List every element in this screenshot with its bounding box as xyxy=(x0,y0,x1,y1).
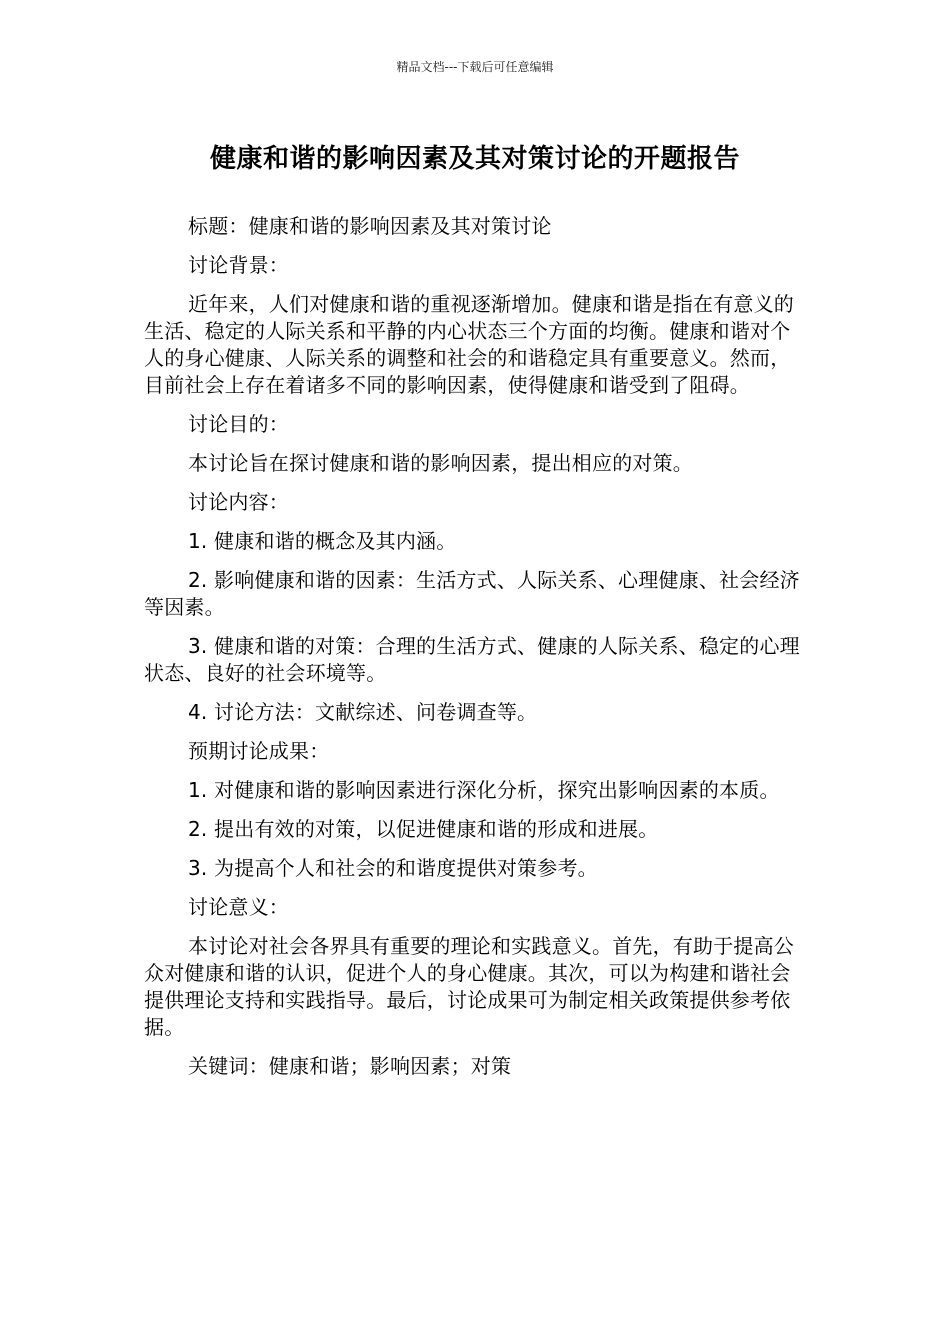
paragraph-significance: 本讨论对社会各界具有重要的理论和实践意义。首先，有助于提高公众对健康和谐的认识，促进个人的身心健康。其次，可以为构建和谐社会提供理论支持和实践指导。最后，讨论成果可为制定相关政策提供参考依据。 xyxy=(144,934,794,1039)
heading-background: 讨论背景： xyxy=(188,253,289,277)
document-body xyxy=(144,213,804,1092)
list-item-content-4: 4. 讨论方法：文献综述、问卷调查等。 xyxy=(188,700,538,724)
heading-expected-results: 预期讨论成果： xyxy=(188,739,330,763)
list-item-result-2: 2. 提出有效的对策，以促进健康和谐的形成和进展。 xyxy=(188,817,659,841)
paragraph-title-line: 标题：健康和谐的影响因素及其对策讨论 xyxy=(188,214,552,238)
heading-purpose: 讨论目的： xyxy=(188,412,289,436)
paragraph-background: 近年来，人们对健康和谐的重视逐渐增加。健康和谐是指在有意义的生活、稳定的人际关系和平静的内心状态三个方面的均衡。健康和谐对个人的身心健康、人际关系的调整和社会的和谐稳定具有重要意义。然而，目前社会上存在着诸多不同的影响因素，使得健康和谐受到了阻碍。 xyxy=(144,292,794,397)
paragraph-keywords: 关键词：健康和谐；影响因素；对策 xyxy=(188,1054,512,1078)
heading-content: 讨论内容： xyxy=(188,490,289,514)
document-title: 健康和谐的影响因素及其对策讨论的开题报告 xyxy=(209,144,740,174)
heading-significance: 讨论意义： xyxy=(188,895,289,919)
list-item-content-2: 2. 影响健康和谐的因素：生活方式、人际关系、心理健康、社会经济等因素。 xyxy=(144,568,800,619)
list-item-result-3: 3. 为提高个人和社会的和谐度提供对策参考。 xyxy=(188,856,598,880)
list-item-content-1: 1. 健康和谐的概念及其内涵。 xyxy=(188,529,457,553)
list-item-content-3: 3. 健康和谐的对策：合理的生活方式、健康的人际关系、稳定的心理状态、良好的社会环境等。 xyxy=(144,634,800,685)
header-note: 精品文档---下载后可任意编辑 xyxy=(396,60,554,74)
list-item-result-1: 1. 对健康和谐的影响因素进行深化分析，探究出影响因素的本质。 xyxy=(188,778,780,802)
paragraph-purpose: 本讨论旨在探讨健康和谐的影响因素，提出相应的对策。 xyxy=(188,451,693,475)
